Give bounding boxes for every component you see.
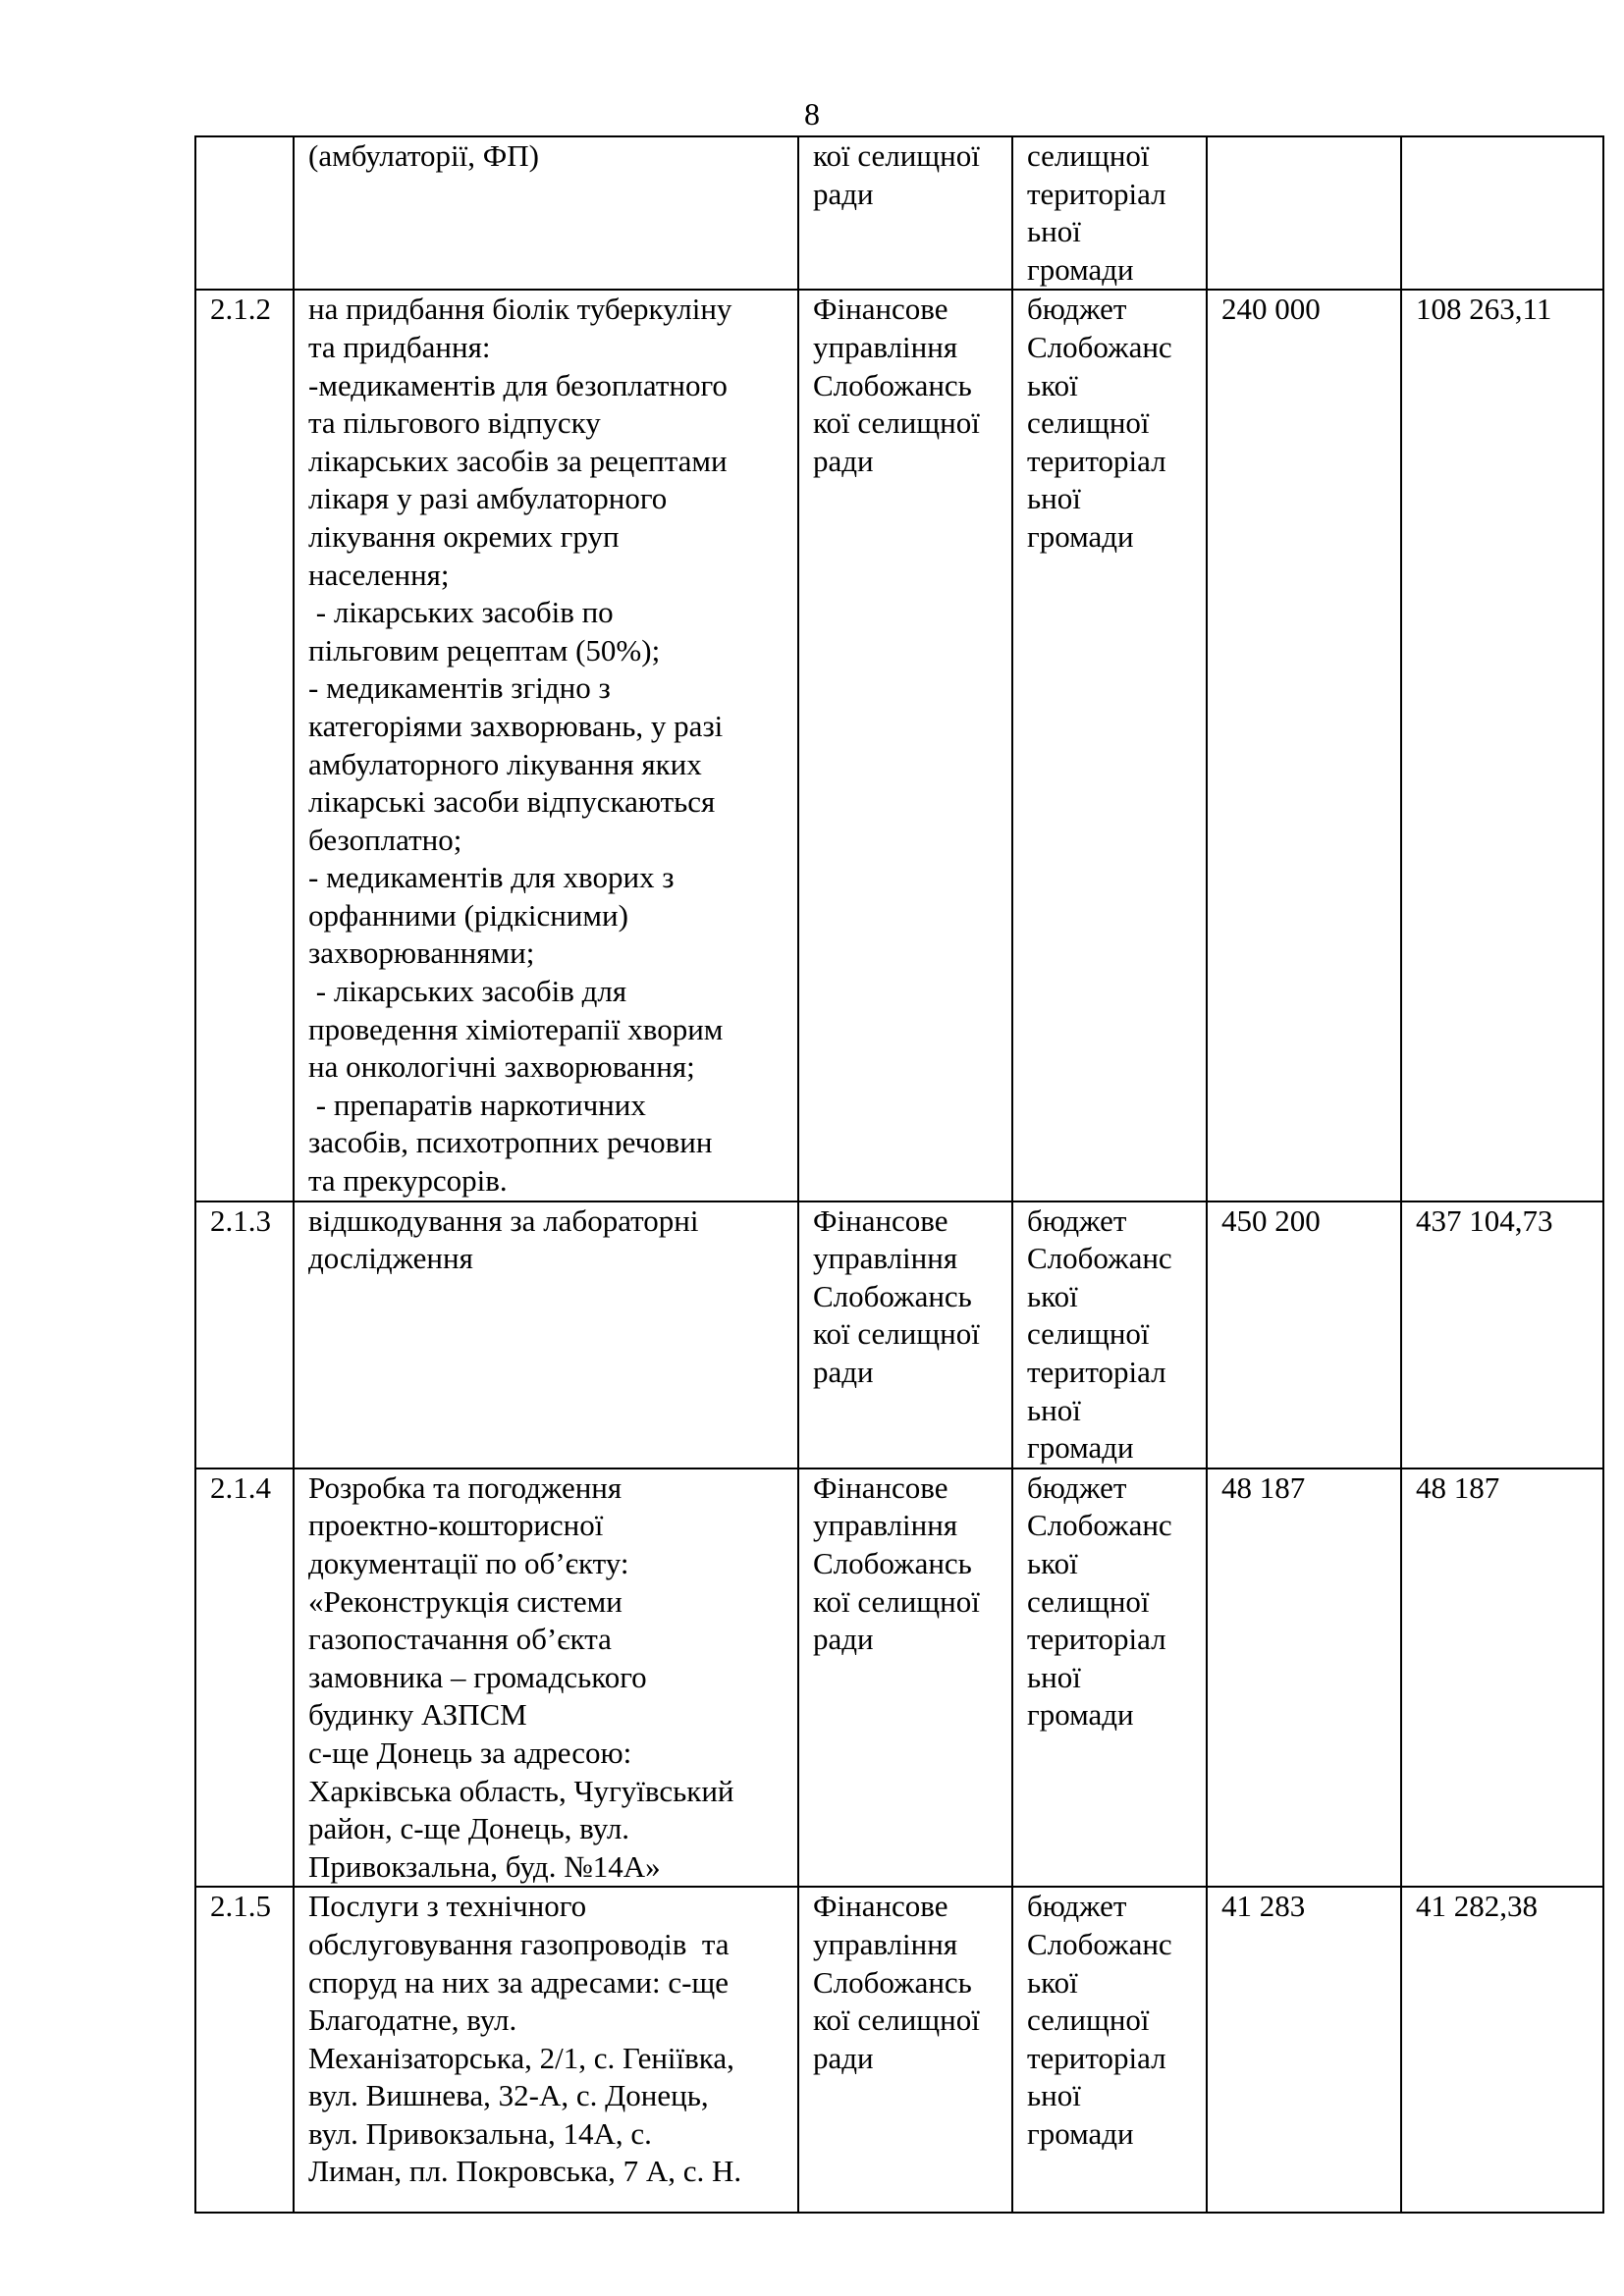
table-row xyxy=(195,136,1603,290)
measure-cell-line: на онкологічні захворювання; xyxy=(308,1049,695,1085)
planned-amount-cell: 450 200 xyxy=(1207,1201,1401,1468)
funding-source-cell-line: громади xyxy=(1027,1430,1134,1466)
funding-source-cell-line: селищної xyxy=(1027,405,1150,441)
planned-amount-cell: 240 000 xyxy=(1207,290,1401,1201)
measure-cell-line: та придбання: xyxy=(308,329,491,364)
measure-cell-line: лікарські засоби відпускаються xyxy=(308,784,716,820)
measure-cell-line: (амбулаторії, ФП) xyxy=(308,138,539,173)
funding-source-cell-line: ької xyxy=(1027,1964,1078,2000)
executor-cell-line: Фінансове xyxy=(813,1202,948,1238)
measure-cell-line: газопостачання об’єкта xyxy=(308,1622,612,1657)
item-number-cell: 2.1.2 xyxy=(195,290,294,1201)
executor-cell-line: кої селищної xyxy=(813,1583,980,1619)
measure-cell-line: та прекурсорів. xyxy=(308,1163,508,1199)
funding-source-cell-line: ьної xyxy=(1027,481,1081,516)
measure-cell-line: - препаратів наркотичних xyxy=(308,1087,646,1122)
executor-cell-line: Слобожансь xyxy=(813,1278,972,1313)
table-row xyxy=(195,1887,1603,2213)
measure-cell-line: Розробка та погодження xyxy=(308,1469,623,1505)
measure-cell-line: -медикаментів для безоплатного xyxy=(308,367,728,402)
executor-cell-line: управління xyxy=(813,1241,958,1276)
funding-source-cell-line: селищної xyxy=(1027,1583,1150,1619)
executor-cell-line: Фінансове xyxy=(813,292,948,327)
funding-source-cell xyxy=(1012,290,1207,1201)
measure-cell xyxy=(294,290,798,1201)
funding-source-cell xyxy=(1012,1468,1207,1888)
planned-amount-cell xyxy=(1207,136,1401,290)
funding-source-cell-line: громади xyxy=(1027,251,1134,287)
funding-source-cell-line: селищної xyxy=(1027,138,1150,173)
measure-cell-line: - медикаментів згідно з xyxy=(308,670,611,706)
measure-cell xyxy=(294,1887,798,2213)
funding-source-cell-line: ьної xyxy=(1027,1392,1081,1427)
measure-cell xyxy=(294,1468,798,1888)
measure-cell-line: категоріями захворювань, у разі xyxy=(308,708,724,743)
measure-cell-line: - лікарських засобів по xyxy=(308,595,614,630)
executor-cell-line: управління xyxy=(813,1508,958,1543)
measure-cell-line: проведення хіміотерапії хворим xyxy=(308,1011,724,1046)
actual-amount-cell: 48 187 xyxy=(1401,1468,1603,1888)
executor-cell-line: кої селищної xyxy=(813,138,980,173)
executor-cell-line: Фінансове xyxy=(813,1889,948,1924)
measure-cell-line: Привокзальна, буд. №14А» xyxy=(308,1848,661,1884)
measure-cell-line: безоплатно; xyxy=(308,822,462,857)
funding-source-cell-line: ьної xyxy=(1027,1659,1081,1694)
funding-source-cell xyxy=(1012,1887,1207,2213)
measure-cell-line: населення; xyxy=(308,557,450,592)
planned-amount-cell: 41 283 xyxy=(1207,1887,1401,2213)
funding-source-cell-line: селищної xyxy=(1027,2002,1150,2038)
funding-source-cell-line: ької xyxy=(1027,1545,1078,1580)
executor-cell-line: Слобожансь xyxy=(813,367,972,402)
measure-cell-line: с-ще Донець за адресою: xyxy=(308,1735,632,1770)
executor-cell xyxy=(798,1468,1012,1888)
executor-cell xyxy=(798,136,1012,290)
measure-cell-line: вул. Привокзальна, 14А, с. xyxy=(308,2115,652,2151)
funding-source-cell-line: ьної xyxy=(1027,214,1081,249)
funding-source-cell-line: бюджет xyxy=(1027,292,1127,327)
measure-cell-line: «Реконструкція системи xyxy=(308,1583,623,1619)
measure-cell-line: район, с-ще Донець, вул. xyxy=(308,1811,630,1846)
funding-source-cell xyxy=(1012,1201,1207,1468)
actual-amount-cell xyxy=(1401,136,1603,290)
funding-source-cell-line: бюджет xyxy=(1027,1469,1127,1505)
actual-amount-cell: 41 282,38 xyxy=(1401,1887,1603,2213)
executor-cell-line: ради xyxy=(813,2040,874,2075)
executor-cell-line: ради xyxy=(813,176,874,211)
item-number-cell xyxy=(195,136,294,290)
measure-cell-line: орфанними (рідкісними) xyxy=(308,897,628,933)
measure-cell-line: Механізаторська, 2/1, с. Геніївка, xyxy=(308,2040,734,2075)
measure-cell-line: лікарських засобів за рецептами xyxy=(308,443,728,478)
funding-source-cell-line: територіал xyxy=(1027,1622,1166,1657)
funding-source-cell-line: ької xyxy=(1027,1278,1078,1313)
measure-cell-line: пільговим рецептам (50%); xyxy=(308,632,661,667)
table-row xyxy=(195,290,1603,1201)
measure-cell xyxy=(294,1201,798,1468)
measures-table xyxy=(194,135,1604,2214)
page-number: 8 xyxy=(804,96,820,132)
table-row xyxy=(195,1201,1603,1468)
funding-source-cell-line: Слобожанс xyxy=(1027,1926,1172,1961)
funding-source-cell-line: територіал xyxy=(1027,443,1166,478)
table-body xyxy=(195,136,1603,2213)
funding-source-cell-line: ької xyxy=(1027,367,1078,402)
executor-cell-line: ради xyxy=(813,1355,874,1389)
measure-cell-line: та пільгового відпуску xyxy=(308,405,601,441)
funding-source-cell-line: Слобожанс xyxy=(1027,329,1172,364)
funding-source-cell-line: територіал xyxy=(1027,2040,1166,2075)
item-number-cell: 2.1.4 xyxy=(195,1468,294,1888)
executor-cell-line: управління xyxy=(813,329,958,364)
measure-cell-line: обслуговування газопроводів та xyxy=(308,1926,730,1961)
item-number-cell: 2.1.5 xyxy=(195,1887,294,2213)
executor-cell-line: кої селищної xyxy=(813,405,980,441)
measure-cell-line: - медикаментів для хворих з xyxy=(308,860,675,895)
measure-cell-line: відшкодування за лабораторні xyxy=(308,1202,699,1238)
funding-source-cell-line: територіал xyxy=(1027,1355,1166,1389)
funding-source-cell-line: територіал xyxy=(1027,176,1166,211)
measure-cell-line: Харківська область, Чугуївський xyxy=(308,1773,734,1808)
measure-cell xyxy=(294,136,798,290)
measure-cell-line: замовника – громадського xyxy=(308,1659,647,1694)
measure-cell-line: проектно-кошторисної xyxy=(308,1508,604,1543)
measure-cell-line: Послуги з технічного xyxy=(308,1889,587,1924)
funding-source-cell-line: Слобожанс xyxy=(1027,1508,1172,1543)
executor-cell-line: Фінансове xyxy=(813,1469,948,1505)
planned-amount-cell: 48 187 xyxy=(1207,1468,1401,1888)
measure-cell-line: захворюваннями; xyxy=(308,935,535,971)
measure-cell-line: амбулаторного лікування яких xyxy=(308,746,702,781)
executor-cell-line: Слобожансь xyxy=(813,1545,972,1580)
funding-source-cell-line: селищної xyxy=(1027,1316,1150,1352)
funding-source-cell xyxy=(1012,136,1207,290)
executor-cell-line: ради xyxy=(813,443,874,478)
measure-cell-line: на придбання біолік туберкуліну xyxy=(308,292,732,327)
funding-source-cell-line: Слобожанс xyxy=(1027,1241,1172,1276)
measure-cell-line: - лікарських засобів для xyxy=(308,974,627,1009)
actual-amount-cell: 437 104,73 xyxy=(1401,1201,1603,1468)
measure-cell-line: документації по об’єкту: xyxy=(308,1545,629,1580)
executor-cell-line: кої селищної xyxy=(813,1316,980,1352)
funding-source-cell-line: ьної xyxy=(1027,2078,1081,2113)
funding-source-cell-line: бюджет xyxy=(1027,1889,1127,1924)
executor-cell xyxy=(798,1887,1012,2213)
measure-cell-line: дослідження xyxy=(308,1241,473,1276)
executor-cell-line: кої селищної xyxy=(813,2002,980,2038)
measure-cell-line: споруд на них за адресами: с-ще xyxy=(308,1964,730,2000)
table-row xyxy=(195,1468,1603,1888)
executor-cell-line: Слобожансь xyxy=(813,1964,972,2000)
funding-source-cell-line: громади xyxy=(1027,518,1134,554)
measure-cell-line: Благодатне, вул. xyxy=(308,2002,517,2038)
measure-cell-line: вул. Вишнева, 32-А, с. Донець, xyxy=(308,2078,709,2113)
funding-source-cell-line: бюджет xyxy=(1027,1202,1127,1238)
executor-cell-line: ради xyxy=(813,1622,874,1657)
funding-source-cell-line: громади xyxy=(1027,2115,1134,2151)
measure-cell-line: лікаря у разі амбулаторного xyxy=(308,481,668,516)
measure-cell-line: будинку АЗПСМ xyxy=(308,1697,527,1733)
item-number-cell: 2.1.3 xyxy=(195,1201,294,1468)
executor-cell-line: управління xyxy=(813,1926,958,1961)
funding-source-cell-line: громади xyxy=(1027,1697,1134,1733)
measure-cell-line: лікування окремих груп xyxy=(308,518,620,554)
actual-amount-cell: 108 263,11 xyxy=(1401,290,1603,1201)
measure-cell-line: засобів, психотропних речовин xyxy=(308,1125,713,1160)
executor-cell xyxy=(798,1201,1012,1468)
executor-cell xyxy=(798,290,1012,1201)
measure-cell-line: Лиман, пл. Покровська, 7 А, с. Н. xyxy=(308,2154,742,2189)
